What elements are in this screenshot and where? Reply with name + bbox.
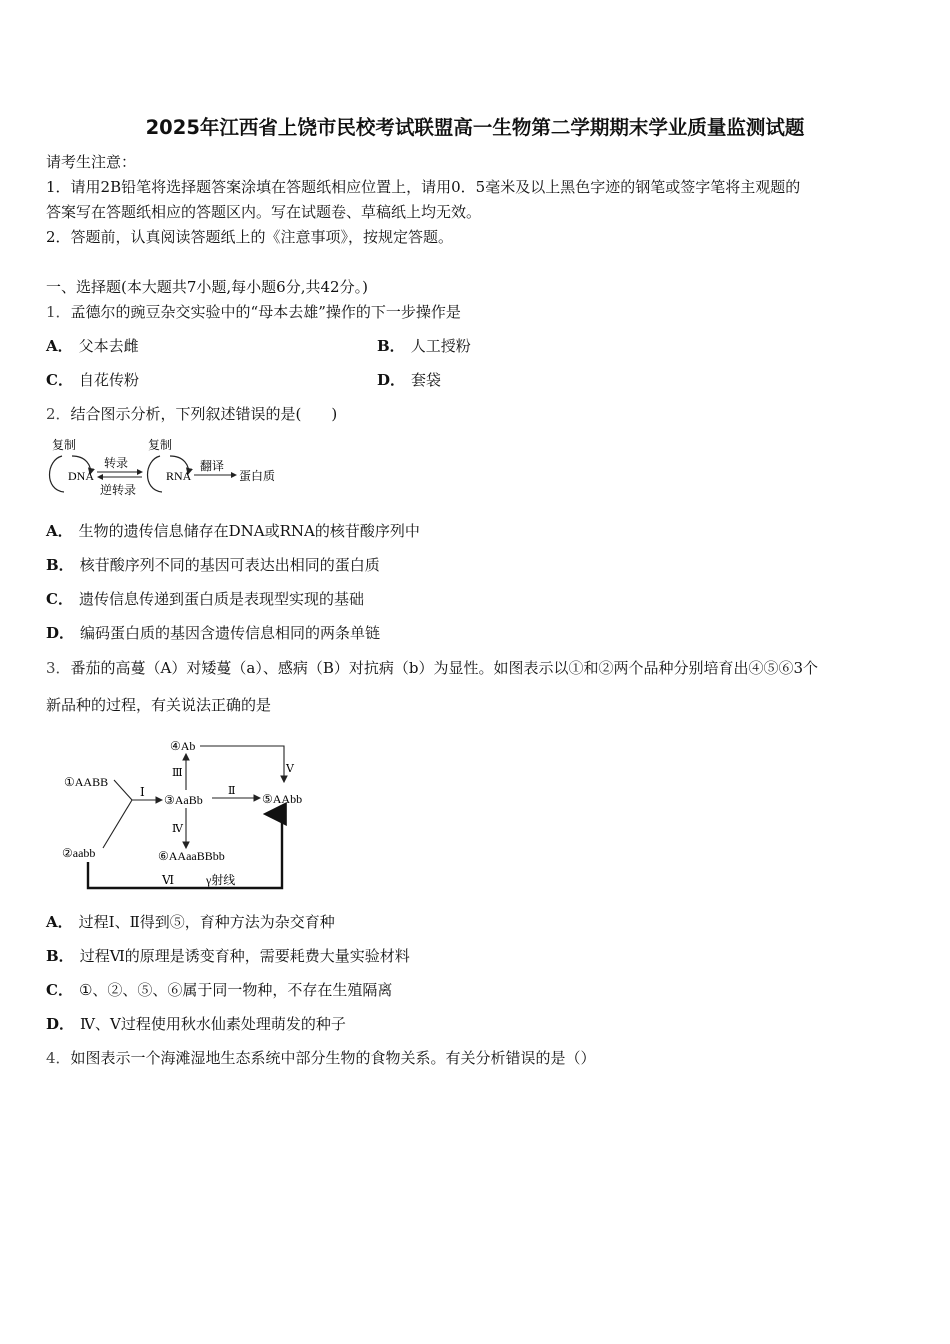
- process-IV-label: Ⅳ: [172, 823, 183, 835]
- option-text: 套袋: [411, 371, 442, 389]
- section-heading: 一、选择题(本大题共7小题,每小题6分,共42分。): [46, 278, 368, 296]
- option-text: 自花传粉: [78, 371, 139, 389]
- question-text: 孟德尔的豌豆杂交实验中的“母本去雄”操作的下一步操作是: [70, 303, 461, 321]
- process-II-label: Ⅱ: [228, 785, 236, 797]
- process-VI-label: Ⅵ: [162, 873, 175, 887]
- question-4-stem: [46, 1048, 596, 1068]
- option-text: 编码蛋白质的基因含遗传信息相同的两条单链: [80, 624, 381, 642]
- q1-option-d: [377, 370, 441, 390]
- question-text: 结合图示分析，下列叙述错误的是( ): [70, 405, 338, 423]
- option-text: 过程Ⅰ、Ⅱ得到⑤，育种方法为杂交育种: [78, 913, 335, 931]
- question-1-stem: [46, 302, 461, 322]
- option-label: D．: [46, 624, 75, 642]
- dna-copy-label: 复制: [52, 438, 77, 452]
- cross-lines: [103, 780, 132, 848]
- page-title: 2025年江西省上饶市民校考试联盟高一生物第二学期期末学业质量监测试题: [145, 116, 805, 139]
- option-text: 父本去雌: [78, 337, 139, 355]
- q2-option-c: [46, 589, 364, 609]
- node-ab-haploid: ④Ab: [170, 739, 196, 753]
- option-label: B．: [46, 947, 74, 965]
- reverse-transcription-label: 逆转录: [100, 483, 137, 497]
- central-dogma-diagram: [42, 434, 292, 500]
- option-label: D．: [377, 371, 406, 389]
- option-text: ①、②、⑤、⑥属于同一物种，不存在生殖隔离: [78, 981, 393, 999]
- option-label: D．: [46, 1015, 75, 1033]
- q1-option-a: [46, 336, 139, 356]
- gamma-ray-label: γ射线: [206, 873, 236, 887]
- option-label: A．: [46, 913, 73, 931]
- question-2-stem: [46, 404, 337, 424]
- option-text: 人工授粉: [410, 337, 471, 355]
- q2-option-b: [46, 555, 380, 575]
- option-label: B．: [377, 337, 405, 355]
- option-label: A．: [46, 522, 73, 540]
- node-aabb-recessive: ②aabb: [62, 846, 96, 860]
- process-I-label: Ⅰ: [140, 785, 145, 799]
- q3-option-d: [46, 1014, 346, 1034]
- process-III-label: Ⅲ: [172, 767, 183, 779]
- protein-label: 蛋白质: [239, 469, 276, 483]
- breeding-diagram: [46, 730, 306, 896]
- process-V-arrow: [200, 746, 284, 782]
- option-text: 核苷酸序列不同的基因可表达出相同的蛋白质: [79, 556, 380, 574]
- q2-option-a: [46, 521, 420, 541]
- option-label: C．: [46, 590, 73, 608]
- option-label: A．: [46, 337, 73, 355]
- rna-copy-label: 复制: [148, 438, 173, 452]
- question-text: 番茄的高蔓（A）对矮蔓（a）、感病（B）对抗病（b）为显性。如图表示以①和②两个品种分别培育出④⑤⑥3个: [70, 659, 818, 677]
- option-label: C．: [46, 981, 73, 999]
- option-label: C．: [46, 371, 73, 389]
- option-label: B．: [46, 556, 74, 574]
- dna-replication-arc: [50, 456, 65, 492]
- q3-option-a: [46, 912, 335, 932]
- q3-option-c: [46, 980, 392, 1000]
- q1-option-c: [46, 370, 139, 390]
- question-3-stem-line2: 新品种的过程，有关说法正确的是: [46, 696, 272, 714]
- question-text: 如图表示一个海滩湿地生态系统中部分生物的食物关系。有关分析错误的是（）: [70, 1049, 596, 1067]
- question-number: 1．: [46, 303, 71, 321]
- node-aabb-dominant: ①AABB: [64, 775, 109, 789]
- question-number: 2．: [46, 405, 71, 423]
- notice-item2: 2．答题前，认真阅读答题纸上的《注意事项》，按规定答题。: [46, 228, 454, 246]
- rna-replication-arc: [148, 456, 163, 492]
- node-tetraploid: ⑥AAaaBBbb: [158, 849, 225, 863]
- question-3-stem-line1: [46, 658, 818, 678]
- dna-label: DNA: [68, 469, 94, 483]
- notice-heading: 请考生注意：: [46, 153, 137, 171]
- transcription-label: 转录: [104, 456, 129, 470]
- process-V-label: Ⅴ: [286, 763, 294, 775]
- q3-option-b: [46, 946, 410, 966]
- option-text: 遗传信息传递到蛋白质是表现型实现的基础: [78, 590, 364, 608]
- notice-item1-line2: 答案写在答题纸相应的答题区内。写在试题卷、草稿纸上均无效。: [46, 203, 482, 221]
- node-aabb-hybrid: ③AaBb: [164, 793, 203, 807]
- q1-option-b: [377, 336, 471, 356]
- node-aabb-target: ⑤AAbb: [262, 792, 303, 806]
- option-text: 生物的遗传信息储存在DNA或RNA的核苷酸序列中: [78, 522, 420, 540]
- translation-label: 翻译: [200, 459, 225, 473]
- q2-option-d: [46, 623, 380, 643]
- option-text: Ⅳ、Ⅴ过程使用秋水仙素处理萌发的种子: [80, 1015, 346, 1033]
- option-text: 过程Ⅵ的原理是诱变育种，需要耗费大量实验材料: [79, 947, 410, 965]
- question-number: 4．: [46, 1049, 71, 1067]
- rna-label: RNA: [166, 469, 192, 483]
- question-number: 3．: [46, 659, 71, 677]
- notice-item1-line1: 1．请用2B铅笔将选择题答案涂填在答题纸相应位置上，请用0．5毫米及以上黑色字迹的钢笔或签字笔将主观题的: [46, 178, 801, 196]
